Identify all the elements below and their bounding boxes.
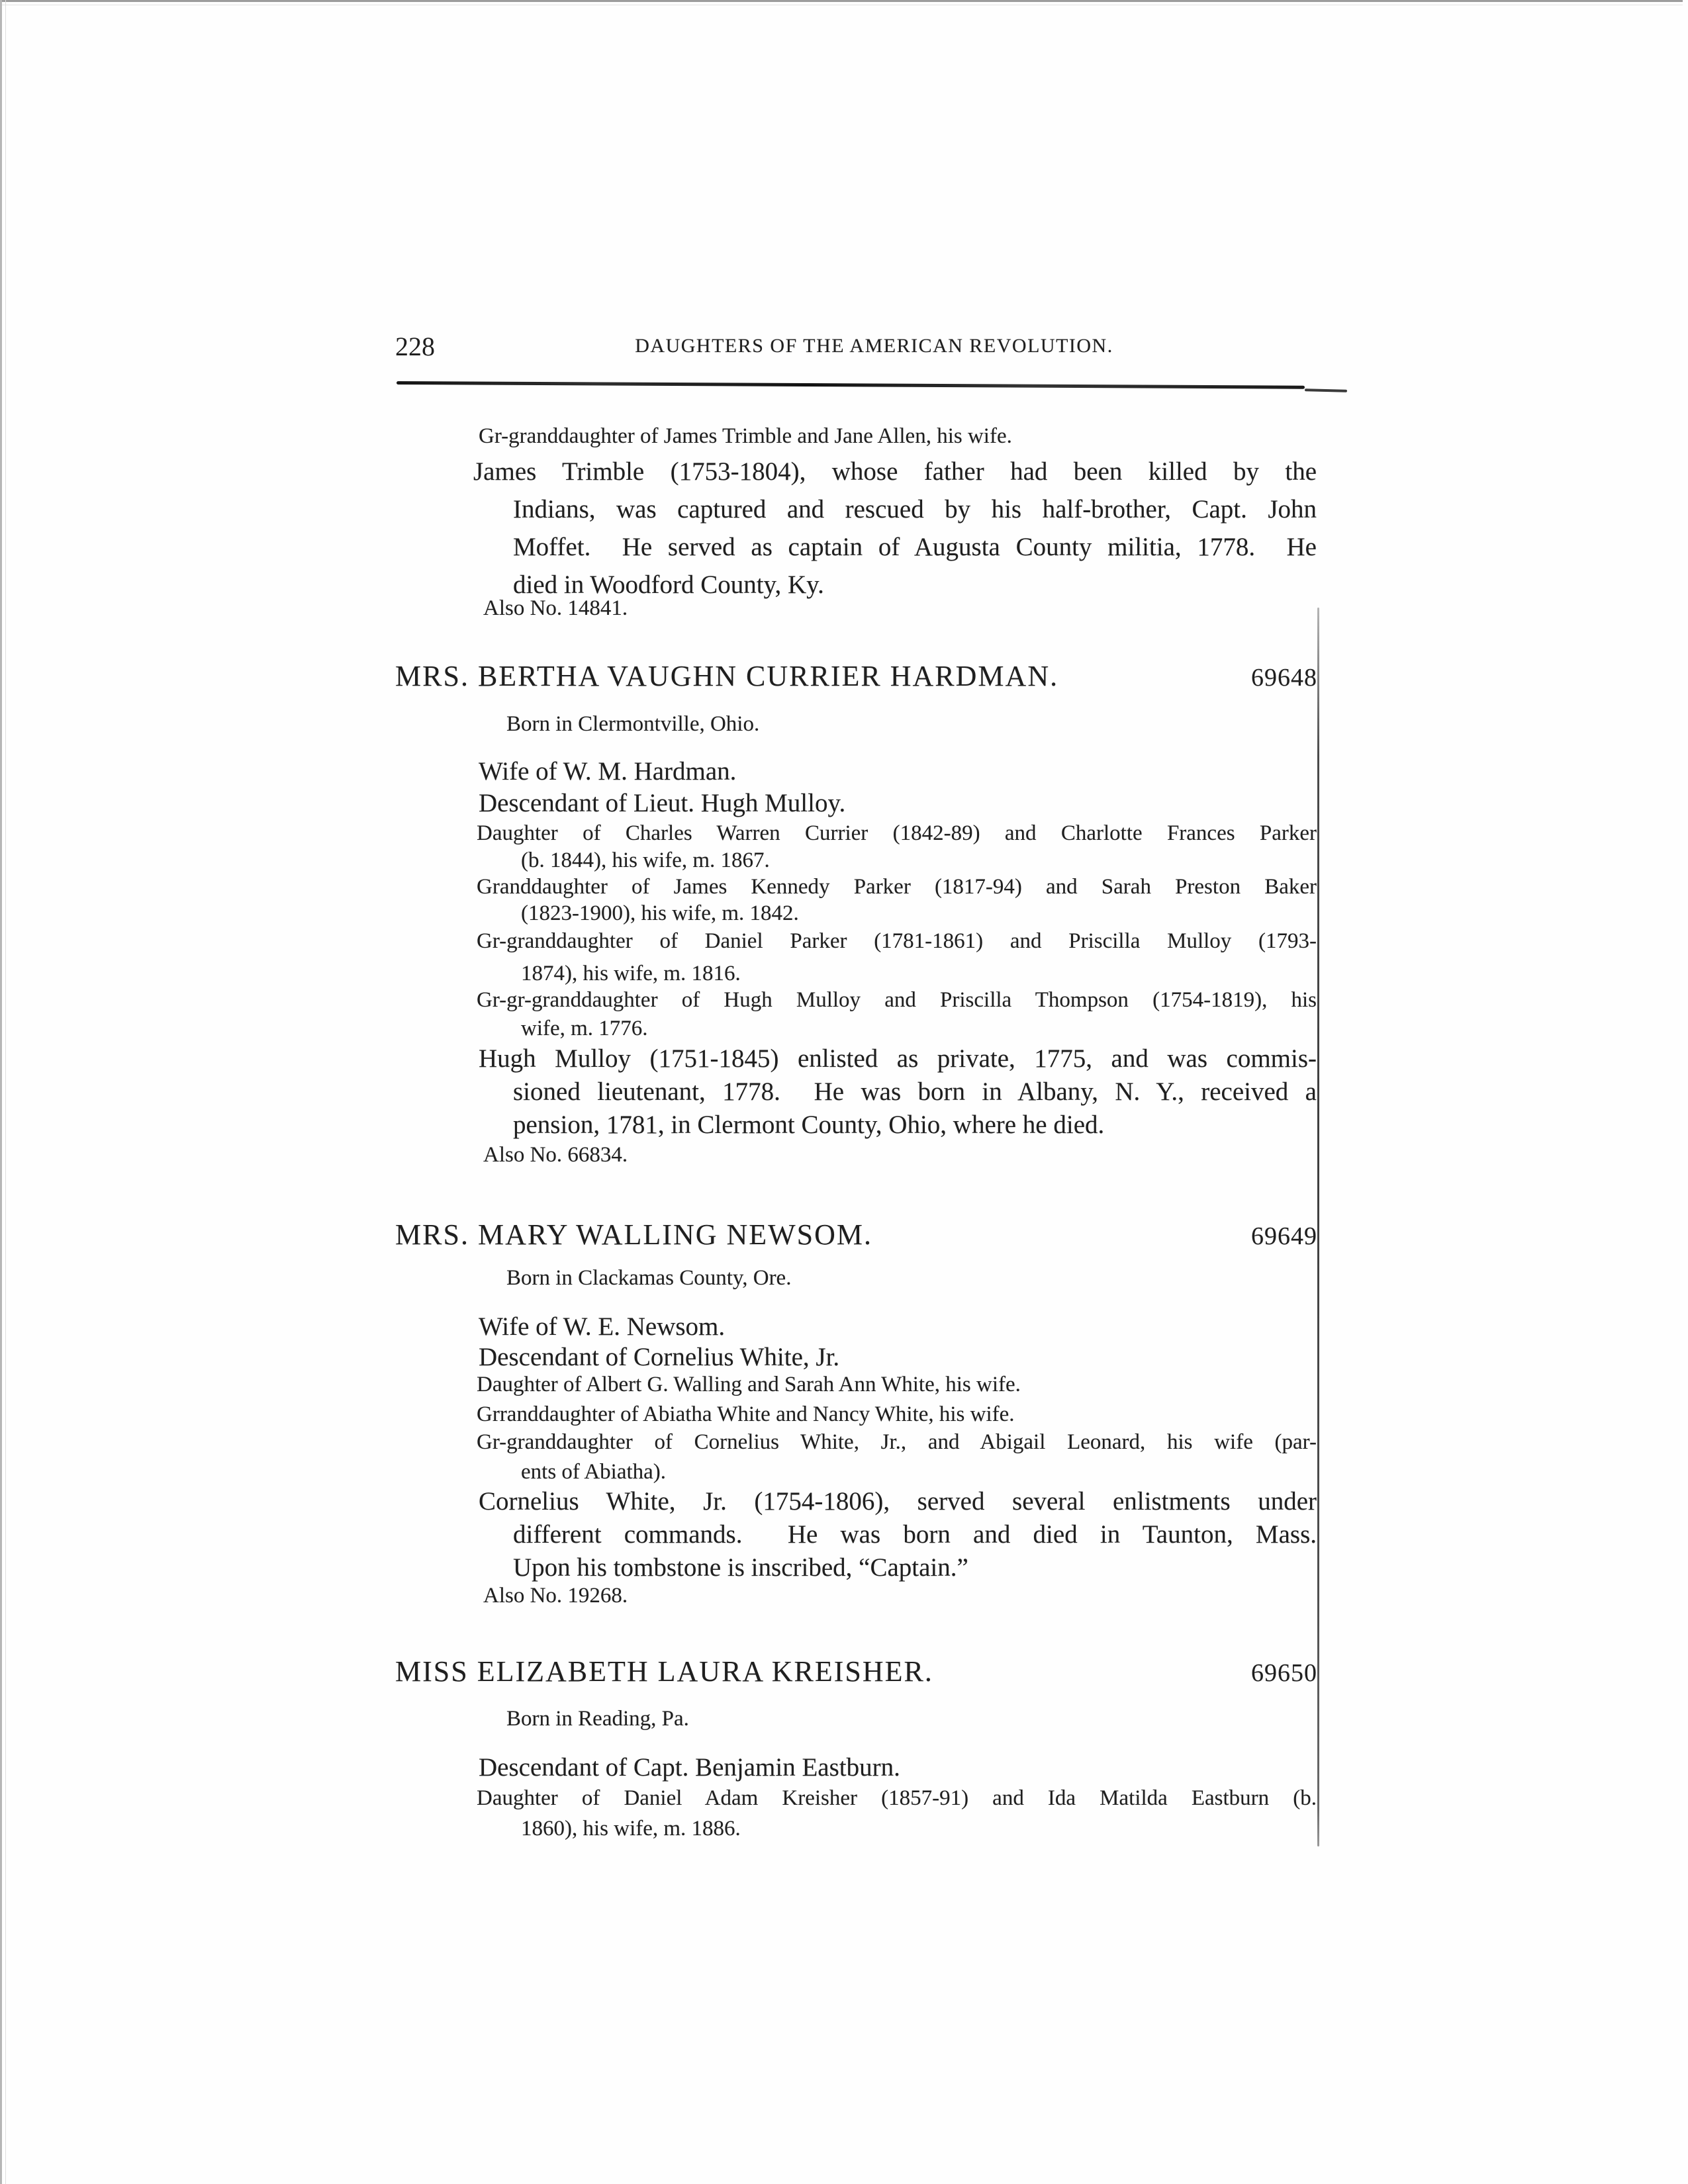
also-no-line: Also No. 14841.: [483, 596, 628, 620]
wife-of-line: Wife of W. E. Newsom.: [479, 1312, 726, 1341]
lineage-line: 1874), his wife, m. 1816.: [521, 962, 741, 985]
record-number: 69649: [1251, 1222, 1317, 1250]
bio-line: pension, 1781, in Clermont County, Ohio, where he died.: [513, 1111, 1105, 1139]
page-number: 228: [395, 332, 435, 361]
born-line: Born in Clackamas County, Ore.: [506, 1266, 792, 1290]
wife-of-line: Wife of W. M. Hardman.: [479, 757, 737, 786]
lineage-line: Gr-granddaughter of Cornelius White, Jr., and Abigail Leonard, his wife (par-: [477, 1430, 1317, 1454]
lineage-line: wife, m. 1776.: [521, 1017, 648, 1040]
bio-line: sioned lieutenant, 1778. He was born in Albany, N. Y., received a: [513, 1077, 1317, 1106]
born-line: Born in Clermontville, Ohio.: [506, 712, 760, 736]
bio-line: Cornelius White, Jr. (1754-1806), served several enlistments under: [479, 1487, 1317, 1516]
lineage-line: (b. 1844), his wife, m. 1867.: [521, 848, 770, 872]
also-no-line: Also No. 66834.: [483, 1143, 628, 1167]
bio-line: Hugh Mulloy (1751-1845) enlisted as private, 1775, and was commis-: [479, 1044, 1317, 1073]
page-header: [395, 330, 1319, 367]
running-title: DAUGHTERS OF THE AMERICAN REVOLUTION.: [635, 335, 1113, 357]
born-line: Born in Reading, Pa.: [506, 1707, 689, 1731]
record-name: MRS. BERTHA VAUGHN CURRIER HARDMAN.: [395, 660, 1059, 692]
record-name: MRS. MARY WALLING NEWSOM.: [395, 1218, 873, 1251]
lineage-line: 1860), his wife, m. 1886.: [521, 1817, 741, 1841]
scan-edge-left-line: [0, 0, 2, 2184]
lineage-line: Granddaughter of James Kennedy Parker (1817-94) and Sarah Preston Baker: [477, 875, 1317, 899]
descendant-line: Descendant of Capt. Benjamin Eastburn.: [479, 1753, 900, 1782]
descendant-line: Descendant of Lieut. Hugh Mulloy.: [479, 789, 846, 817]
bio-line: Upon his tombstone is inscribed, “Captain.”: [513, 1553, 968, 1582]
header-rule-tail: [1305, 388, 1347, 392]
bio-line: died in Woodford County, Ky.: [513, 570, 824, 599]
bio-line: Moffet. He served as captain of Augusta County militia, 1778. He: [513, 533, 1317, 561]
lineage-line: Gr-granddaughter of Daniel Parker (1781-1861) and Priscilla Mulloy (1793-: [477, 929, 1317, 953]
record-number: 69648: [1251, 664, 1317, 692]
lineage-line: Daughter of Daniel Adam Kreisher (1857-91) and Ida Matilda Eastburn (b.: [477, 1786, 1317, 1810]
scan-edge-left-line-2: [5, 0, 6, 2184]
text-column: [395, 0, 1319, 2184]
record-name: MISS ELIZABETH LAURA KREISHER.: [395, 1655, 933, 1688]
bio-line: Indians, was captured and rescued by his half-brother, Capt. John: [513, 495, 1317, 523]
record-number: 69650: [1251, 1659, 1317, 1687]
lineage-line: Daughter of Charles Warren Currier (1842-89) and Charlotte Frances Parker: [477, 821, 1317, 845]
lineage-line: Gr-granddaughter of James Trimble and Jane Allen, his wife.: [479, 424, 1012, 448]
also-no-line: Also No. 19268.: [483, 1584, 628, 1608]
bio-line: James Trimble (1753-1804), whose father had been killed by the: [473, 457, 1317, 486]
lineage-line: (1823-1900), his wife, m. 1842.: [521, 901, 799, 925]
descendant-line: Descendant of Cornelius White, Jr.: [479, 1343, 840, 1371]
header-rule: [397, 381, 1305, 389]
bio-line: different commands. He was born and died in Taunton, Mass.: [513, 1520, 1317, 1549]
lineage-line: Gr-gr-granddaughter of Hugh Mulloy and Priscilla Thompson (1754-1819), his: [477, 988, 1317, 1012]
lineage-line: Grranddaughter of Abiatha White and Nancy White, his wife.: [477, 1402, 1015, 1426]
lineage-line: Daughter of Albert G. Walling and Sarah Ann White, his wife.: [477, 1373, 1021, 1396]
lineage-line: ents of Abiatha).: [521, 1460, 667, 1484]
